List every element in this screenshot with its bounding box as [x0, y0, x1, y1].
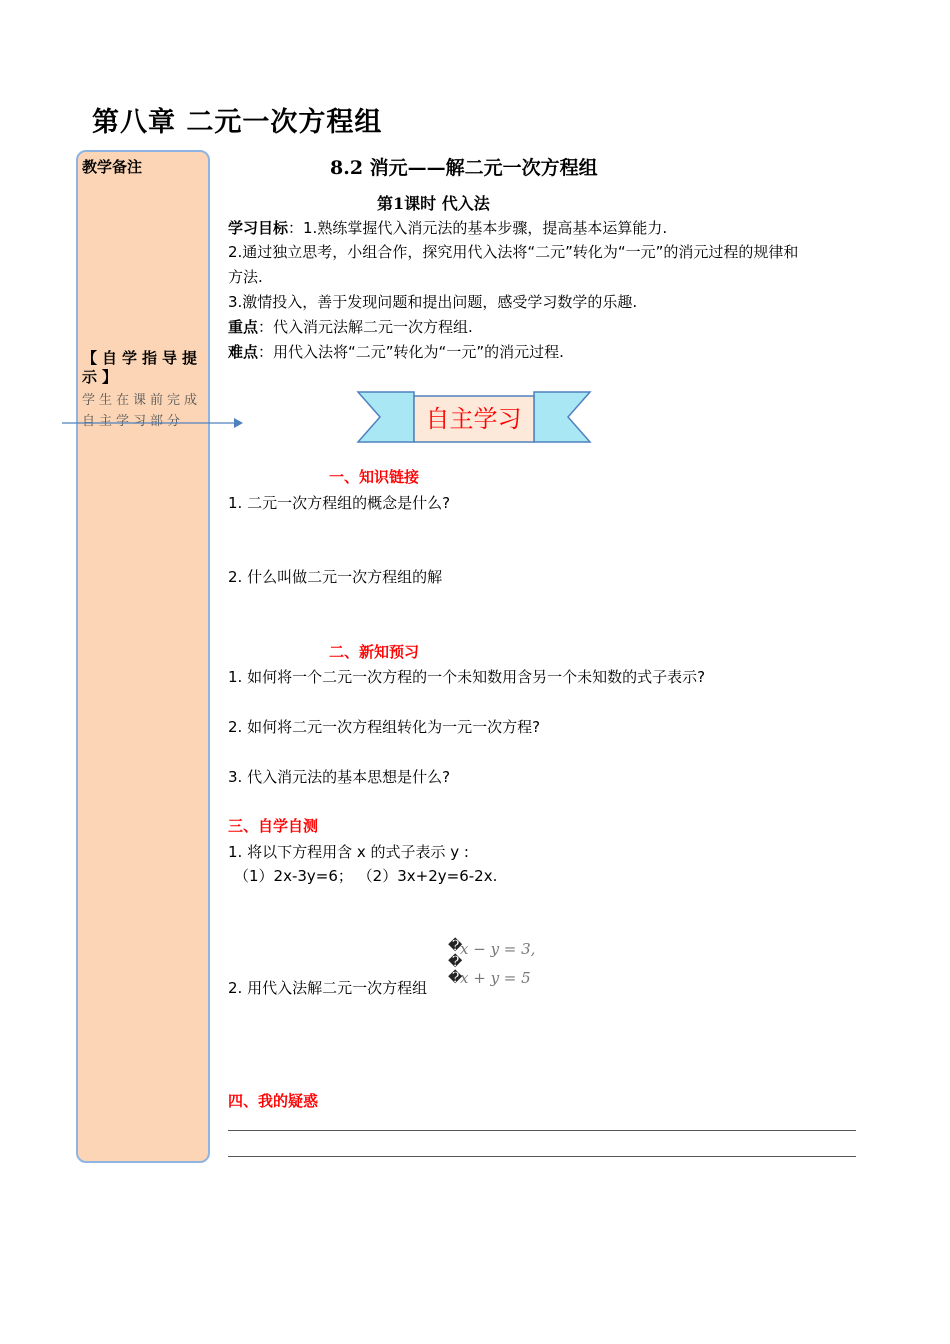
- arrow-right-icon: [62, 416, 244, 430]
- objective-3: 3.激情投入，善于发现问题和提出问题，感受学习数学的乐趣.: [228, 293, 638, 311]
- difficulty-label: 难点: [228, 343, 259, 361]
- part1-question-2: 2. 什么叫做二元一次方程组的解: [228, 568, 443, 586]
- part2-heading: 二、新知预习: [329, 643, 420, 661]
- part2-question-1: 1. 如何将一个二元一次方程的一个未知数用含另一个未知数的式子表示?: [228, 668, 706, 686]
- part2-question-2: 2. 如何将二元一次方程组转化为一元一次方程?: [228, 718, 541, 736]
- sidebar-title: 教学备注: [82, 158, 143, 176]
- key-point-text: ：代入消元法解二元一次方程组.: [258, 318, 473, 336]
- objective-2a: 2.通过独立思考，小组合作，探究用代入法将“二元”转化为“一元”的消元过程的规律和: [228, 243, 799, 261]
- part3-question-2: 2. 用代入法解二元一次方程组: [228, 979, 428, 997]
- part3-question-1: 1. 将以下方程用含 x 的式子表示 y :: [228, 843, 469, 861]
- key-point: [228, 315, 473, 339]
- part1-question-1: 1. 二元一次方程组的概念是什么?: [228, 494, 451, 512]
- teaching-notes-sidebar: [76, 150, 210, 1163]
- answer-line-2: [228, 1156, 856, 1157]
- banner-text: 自主学习: [425, 405, 522, 433]
- section-title: 8.2 消元——解二元一次方程组: [330, 157, 598, 179]
- objective-2b: 方法.: [228, 268, 263, 286]
- part3-question-1-sub: （1）2x-3y=6； （2）3x+2y=6-2x.: [234, 867, 498, 885]
- part2-question-3: 3. 代入消元法的基本思想是什么?: [228, 768, 451, 786]
- sidebar-hint-text: 学生在课前完成自主学习部分: [82, 393, 202, 429]
- part4-heading: 四、我的疑惑: [228, 1092, 319, 1110]
- objectives-line-1: [228, 216, 667, 240]
- difficulty: [228, 340, 564, 364]
- difficulty-text: ：用代入法将“二元”转化为“一元”的消元过程.: [258, 343, 564, 361]
- answer-line-1: [228, 1130, 856, 1131]
- objective-1: ：1.熟练掌握代入消元法的基本步骤，提高基本运算能力.: [288, 219, 668, 237]
- lesson-title: 第1课时 代入法: [377, 194, 490, 213]
- equation-1: x − y = 3,: [460, 940, 536, 958]
- part1-heading: 一、知识链接: [329, 468, 420, 486]
- key-point-label: 重点: [228, 318, 259, 336]
- chapter-title: 第八章 二元一次方程组: [92, 107, 383, 138]
- equation-2: x + y = 5: [460, 969, 531, 987]
- objectives-label: 学习目标: [228, 219, 289, 237]
- part3-heading: 三、自学自测: [228, 817, 319, 835]
- brace-glyph-bottom: �: [448, 970, 463, 986]
- sidebar-hint-title: 【自学指导提示】: [82, 349, 203, 386]
- brace-glyph-top: �: [448, 938, 463, 954]
- brace-glyph-mid: �: [448, 954, 463, 970]
